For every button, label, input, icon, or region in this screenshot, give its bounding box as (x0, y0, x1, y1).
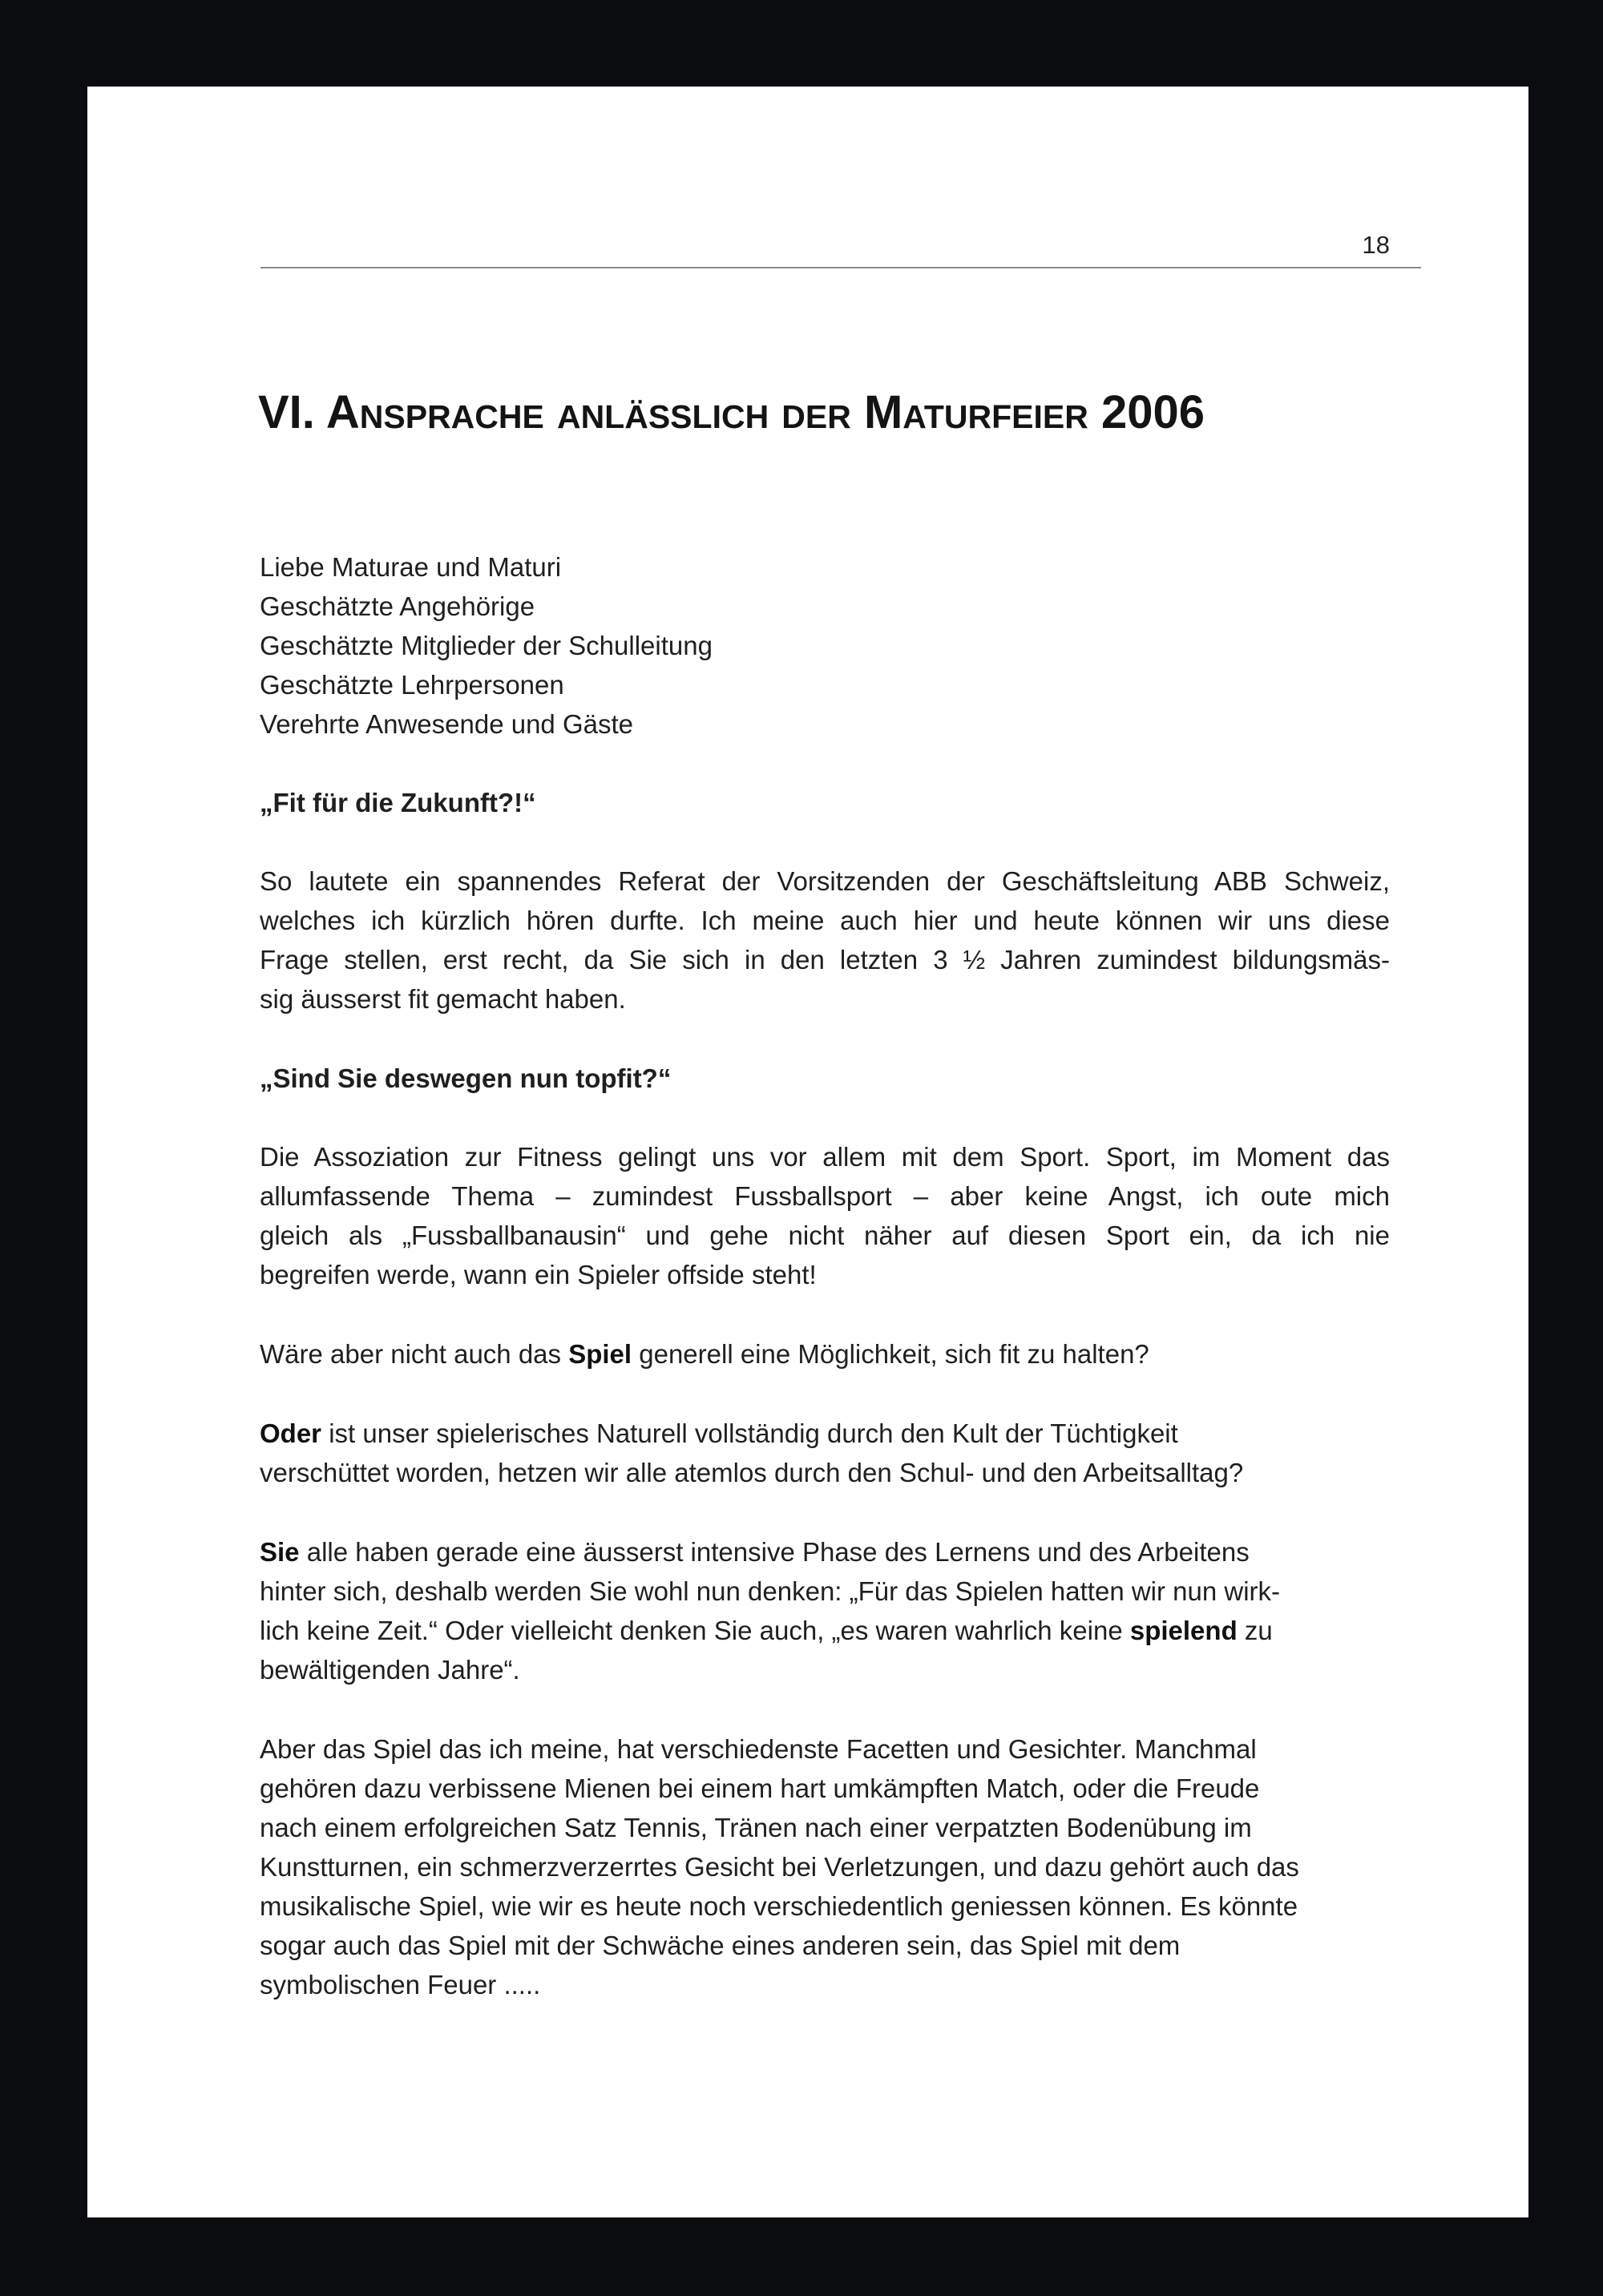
paragraph-line: bewältigenden Jahre“. (260, 1655, 520, 1685)
text-run: zu (1237, 1616, 1273, 1645)
paragraph-line (260, 1611, 1390, 1650)
paragraph-line: Aber das Spiel das ich meine, hat verschiedenste Facetten und Gesichter. Manchmal (260, 1734, 1257, 1764)
paragraph-line: welches ich kürzlich hören durfte. Ich meine auch hier und heute können wir uns diese (260, 906, 1390, 935)
paragraph-line: begreifen werde, wann ein Spieler offside steht! (260, 1260, 817, 1289)
chapter-heading: VI. Ansprache anlässlich der Maturfeier 2006 (258, 386, 1205, 438)
emphasis-spielend: spielend (1129, 1616, 1238, 1645)
paragraph-sie-alle (260, 1532, 1390, 1689)
subheading-topfit: „Sind Sie deswegen nun topfit?“ (260, 1063, 672, 1093)
paragraph-line: gleich als „Fussballbanausin“ und gehe nicht näher auf diesen Sport ein, da ich nie (260, 1221, 1390, 1250)
salutation-line: Geschätzte Mitglieder der Schulleitung (260, 631, 713, 660)
text-run: alle haben gerade eine äusserst intensive Phase des Lernens und des Arbeitens (299, 1537, 1250, 1567)
paragraph-spiel-question (260, 1334, 1390, 1374)
speech-body (260, 547, 1390, 2044)
paragraph-referat (260, 862, 1390, 1019)
text-run: lich keine Zeit.“ Oder vielleicht denken Sie auch, „es waren wahrlich keine (260, 1616, 1130, 1645)
salutation-line: Geschätzte Angehörige (260, 591, 535, 621)
paragraph-line: hinter sich, deshalb werden Sie wohl nun denken: „Für das Spielen hatten wir nun wirk- (260, 1576, 1281, 1606)
paragraph-line: Frage stellen, erst recht, da Sie sich in den letzten 3 ½ Jahren zumindest bildungsmäs- (260, 945, 1390, 974)
paragraph-line: gehören dazu verbissene Mienen bei einem hart umkämpften Match, oder die Freude (260, 1773, 1260, 1803)
paragraph-line: symbolischen Feuer ..... (260, 1970, 541, 1999)
header-rule (260, 267, 1421, 268)
emphasis-spiel: Spiel (568, 1339, 632, 1369)
page-number: 18 (1362, 231, 1390, 259)
paragraph-line: So lautete ein spannendes Referat der Vorsitzenden der Geschäftsleitung ABB Schweiz, (260, 866, 1390, 896)
salutation-line: Geschätzte Lehrpersonen (260, 670, 564, 700)
paragraph-facetten (260, 1729, 1390, 2004)
paragraph-line: sig äusserst fit gemacht haben. (260, 984, 626, 1014)
paragraph-line: sogar auch das Spiel mit der Schwäche eines anderen sein, das Spiel mit dem (260, 1931, 1181, 1960)
paragraph-line: verschüttet worden, hetzen wir alle atemlos durch den Schul- und den Arbeitsalltag? (260, 1458, 1244, 1487)
emphasis-oder: Oder (260, 1418, 322, 1448)
subheading-fit-fuer-die-zukunft: „Fit für die Zukunft?!“ (260, 788, 536, 817)
paragraph-oder (260, 1414, 1390, 1492)
text-run: generell eine Möglichkeit, sich fit zu halten? (632, 1339, 1149, 1369)
salutation-list (260, 547, 1390, 744)
paragraph-line: Kunstturnen, ein schmerzverzerrtes Gesicht bei Verletzungen, und dazu gehört auch das (260, 1852, 1299, 1882)
paragraph-line: nach einem erfolgreichen Satz Tennis, Tränen nach einer verpatzten Bodenübung im (260, 1813, 1252, 1842)
paragraph-line: Die Assoziation zur Fitness gelingt uns vor allem mit dem Sport. Sport, im Moment das (260, 1142, 1390, 1172)
salutation-line: Verehrte Anwesende und Gäste (260, 709, 633, 739)
paragraph-line (260, 1532, 1390, 1572)
salutation-line: Liebe Maturae und Maturi (260, 552, 562, 582)
paragraph-line: allumfassende Thema – zumindest Fussballsport – aber keine Angst, ich oute mich (260, 1181, 1390, 1211)
paragraph-sport (260, 1137, 1390, 1294)
paragraph-line: musikalische Spiel, wie wir es heute noch verschiedentlich geniessen können. Es könnte (260, 1891, 1298, 1921)
text-run: Wäre aber nicht auch das (260, 1339, 569, 1369)
emphasis-sie: Sie (260, 1537, 300, 1567)
text-run: ist unser spielerisches Naturell vollständig durch den Kult der Tüchtigkeit (321, 1418, 1178, 1448)
paragraph-line (260, 1414, 1390, 1453)
